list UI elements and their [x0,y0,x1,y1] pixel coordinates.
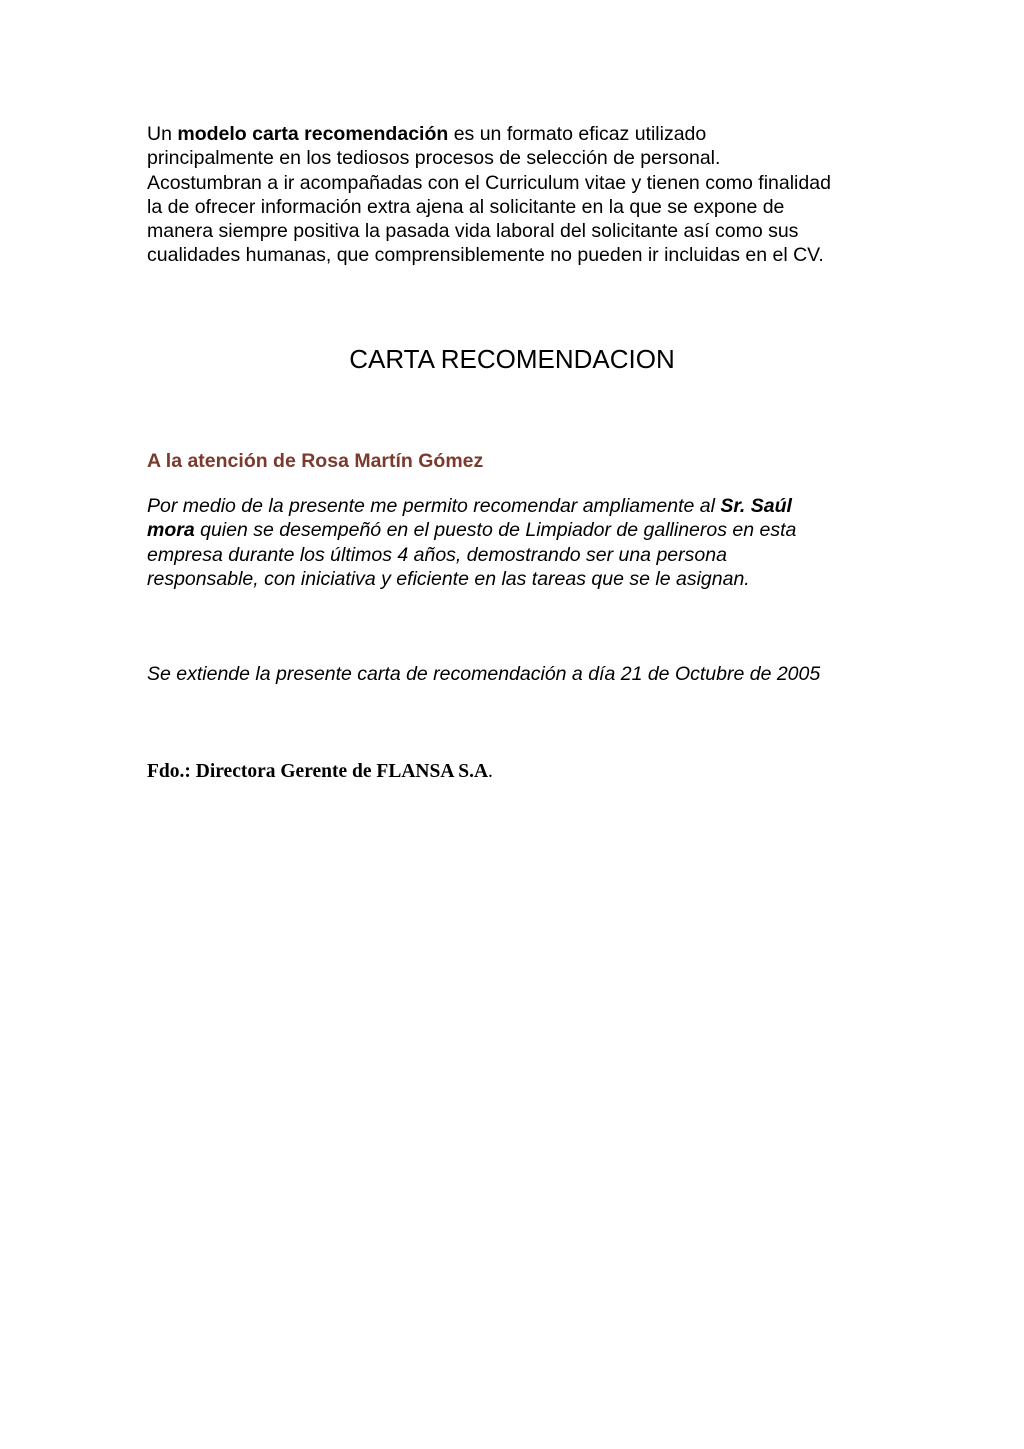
letter-body [147,494,887,591]
intro-line-1 [147,122,887,146]
recommended-name-part-2: mora [147,519,195,542]
body-line-4: responsable, con iniciativa y eficiente en las tareas que se le asignan. [147,567,750,590]
body-line-2-suffix: quien se desempeñó en el puesto de Limpiador de gallineros en esta [194,519,797,542]
intro-line-2: principalmente en los tediosos procesos de selección de personal. [147,147,721,170]
intro-line-1-suffix: es un formato eficaz utilizado [448,123,707,145]
intro-line-1-prefix: Un [147,123,178,145]
body-line-2 [147,518,887,542]
signature-text: Fdo.: Directora Gerente de FLANSA S.A [147,761,489,782]
letter-title-text: CARTA RECOMENDACION [349,344,675,374]
signature-period: . [488,761,493,782]
body-line-1 [147,494,887,518]
attention-line: A la atención de Rosa Martín Gómez [147,450,484,472]
intro-line-5: manera siempre positiva la pasada vida laboral del solicitante así como sus [147,220,799,243]
intro-line-4: la de ofrecer información extra ajena al solicitante en la que se expone de [147,195,785,218]
intro-bold-term: modelo carta recomendación [177,123,449,145]
intro-line-6: cualidades humanas, que comprensiblemente no pueden ir incluidas en el CV. [147,244,824,267]
letter-title [0,343,1024,375]
intro-line-3: Acostumbran a ir acompañadas con el Curriculum vitae y tienen como finalidad [147,171,831,194]
recommended-name-part-1: Sr. Saúl [720,495,792,517]
body-line-1-prefix: Por medio de la presente me permito recomendar ampliamente al [147,495,721,517]
signature-line [147,760,493,784]
body-line-3: empresa durante los últimos 4 años, demostrando ser una persona [147,543,727,566]
intro-paragraph [147,122,887,268]
closing-line: Se extiende la presente carta de recomendación a día 21 de Octubre de 2005 [147,663,821,685]
